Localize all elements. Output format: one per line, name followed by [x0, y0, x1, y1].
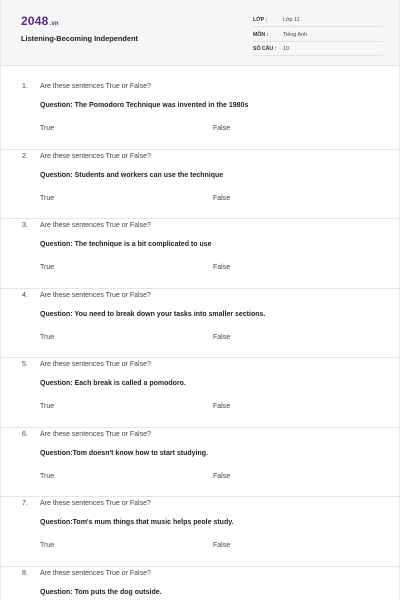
option-false[interactable]: False [213, 125, 231, 132]
question-instruction: Are these sentences True or False? [40, 430, 151, 438]
question-instruction: Are these sentences True or False? [40, 152, 151, 160]
option-true[interactable]: True [40, 333, 55, 341]
logo-main: 2048 [21, 14, 49, 28]
question-text: Question:Tom's mum things that music helps peole study. [40, 519, 234, 526]
option-false[interactable]: False [213, 333, 231, 341]
worksheet-header [1, 0, 399, 66]
option-true[interactable]: True [40, 264, 55, 271]
brand-logo [21, 14, 59, 28]
question-item [1, 358, 400, 428]
question-instruction: Are these sentences True or False? [40, 83, 151, 90]
meta-info [253, 14, 383, 58]
meta-value: Lớp 11 [283, 17, 300, 23]
meta-value: 10 [283, 46, 289, 52]
question-number: 1. [22, 83, 28, 90]
question-item [1, 219, 400, 289]
question-text: Question: The Pomodoro Technique was invented in the 1980s [40, 102, 249, 109]
question-instruction: Are these sentences True or False? [40, 222, 151, 229]
meta-row-subject [253, 29, 383, 42]
question-item [1, 428, 400, 498]
question-instruction: Are these sentences True or False? [40, 569, 151, 577]
question-text: Question: You need to break down your tasks into smaller sections. [40, 310, 266, 318]
option-false[interactable]: False [213, 472, 231, 480]
question-item [1, 80, 400, 150]
question-instruction: Are these sentences True or False? [40, 291, 151, 299]
question-number: 5. [22, 361, 28, 368]
option-true[interactable]: True [40, 542, 55, 549]
option-true[interactable]: True [40, 403, 55, 410]
option-false[interactable]: False [213, 194, 231, 202]
question-number: 4. [22, 291, 28, 299]
question-text: Question: Students and workers can use the technique [40, 171, 224, 179]
option-false[interactable]: False [213, 542, 231, 549]
question-text: Question:Tom doesn't know how to start studying. [40, 449, 208, 457]
question-number: 7. [22, 500, 28, 507]
meta-row-class [253, 14, 383, 27]
question-text: Question: The technique is a bit complicated to use [40, 241, 212, 248]
option-true[interactable]: True [40, 472, 55, 480]
option-true[interactable]: True [40, 125, 55, 132]
question-list [1, 80, 400, 600]
question-text: Question: Tom puts the dog outside. [40, 588, 162, 596]
option-true[interactable]: True [40, 194, 55, 202]
option-false[interactable]: False [213, 403, 231, 410]
question-number: 8. [22, 569, 28, 577]
question-text: Question: Each break is called a pomodoro. [40, 380, 186, 387]
question-item [1, 150, 400, 220]
question-number: 2. [22, 152, 28, 160]
question-item [1, 567, 400, 600]
question-instruction: Are these sentences True or False? [40, 361, 151, 368]
document-title: Listening-Becoming Independent [21, 34, 139, 43]
meta-key: LỚP : [253, 17, 268, 23]
question-item [1, 497, 400, 567]
meta-row-count [253, 43, 383, 56]
meta-key: SỐ CÂU : [253, 46, 277, 52]
meta-key: MÔN : [253, 31, 269, 38]
logo-suffix: .vn [49, 21, 59, 27]
question-number: 6. [22, 430, 28, 438]
question-number: 3. [22, 222, 28, 229]
meta-value: Tiếng Anh [283, 31, 308, 38]
question-instruction: Are these sentences True or False? [40, 500, 151, 507]
option-false[interactable]: False [213, 264, 231, 271]
question-item [1, 289, 400, 359]
